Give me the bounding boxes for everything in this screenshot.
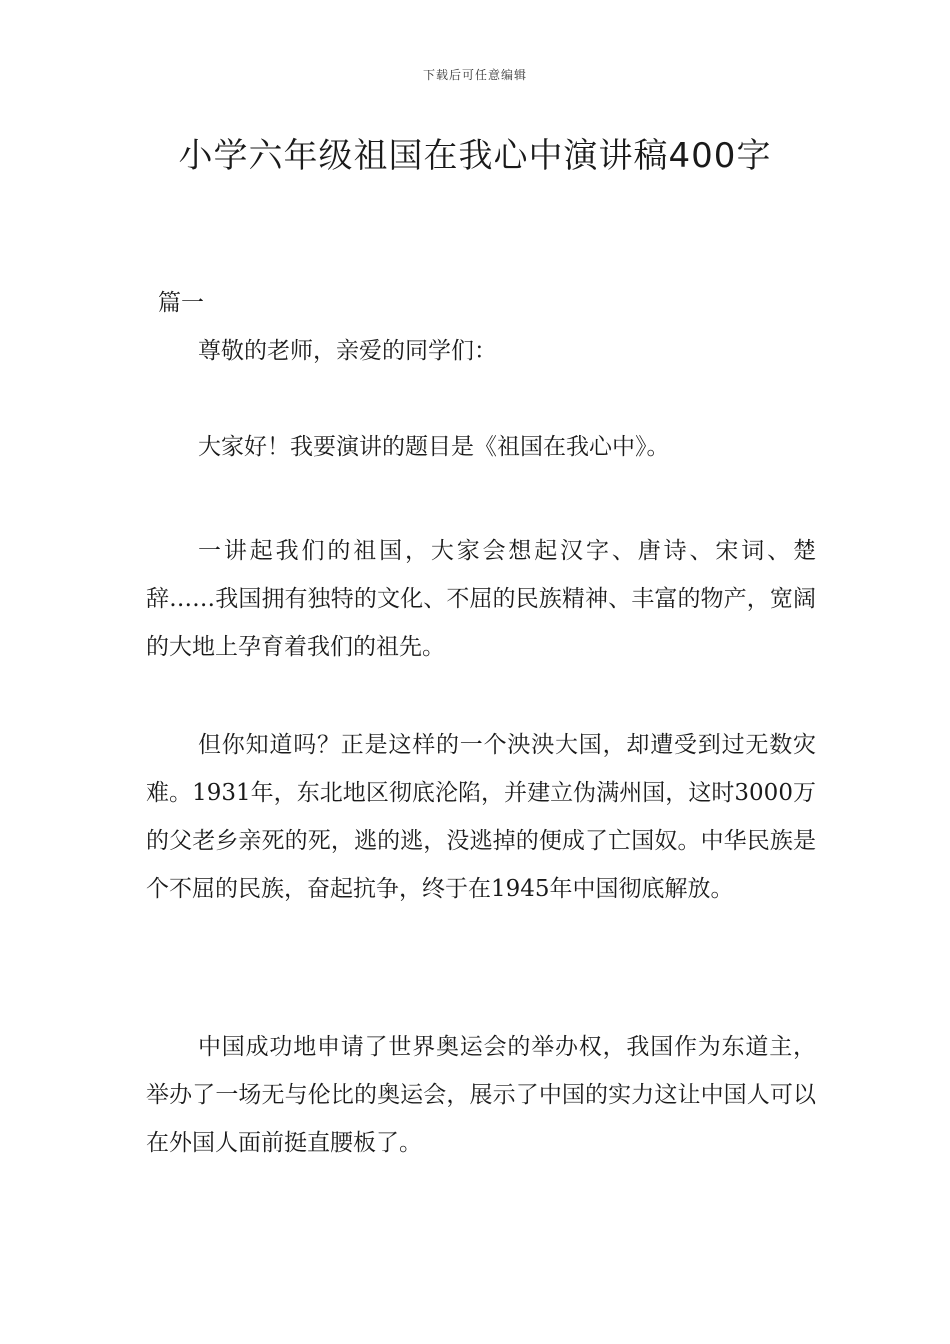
paragraph-culture: 一讲起我们的祖国，大家会想起汉字、唐诗、宋词、楚辞……我国拥有独特的文化、不屈的民族精神、丰富的物产，宽阔的大地上孕育着我们的祖先。	[146, 538, 816, 660]
paragraph-intro: 大家好！我要演讲的题目是《祖国在我心中》。	[198, 434, 670, 460]
header-note: 下载后可任意编辑	[422, 68, 527, 82]
paragraph-greeting: 尊敬的老师，亲爱的同学们：	[198, 338, 497, 364]
section-label: 篇一	[158, 290, 204, 316]
paragraph-olympics: 中国成功地申请了世界奥运会的举办权，我国作为东道主，举办了一场无与伦比的奥运会，展示了中国的实力这让中国人可以在外国人面前挺直腰板了。	[146, 1034, 816, 1156]
paragraph-history: 但你知道吗？正是这样的一个泱泱大国，却遭受到过无数灾难。1931年，东北地区彻底沦陷，并建立伪满州国，这时3000万的父老乡亲死的死，逃的逃，没逃掉的便成了亡国奴。中华民族是个不屈的民族，奋起抗争，终于在1945年中国彻底解放。	[146, 732, 816, 902]
document-title: 小学六年级祖国在我心中演讲稿400字	[178, 136, 772, 176]
